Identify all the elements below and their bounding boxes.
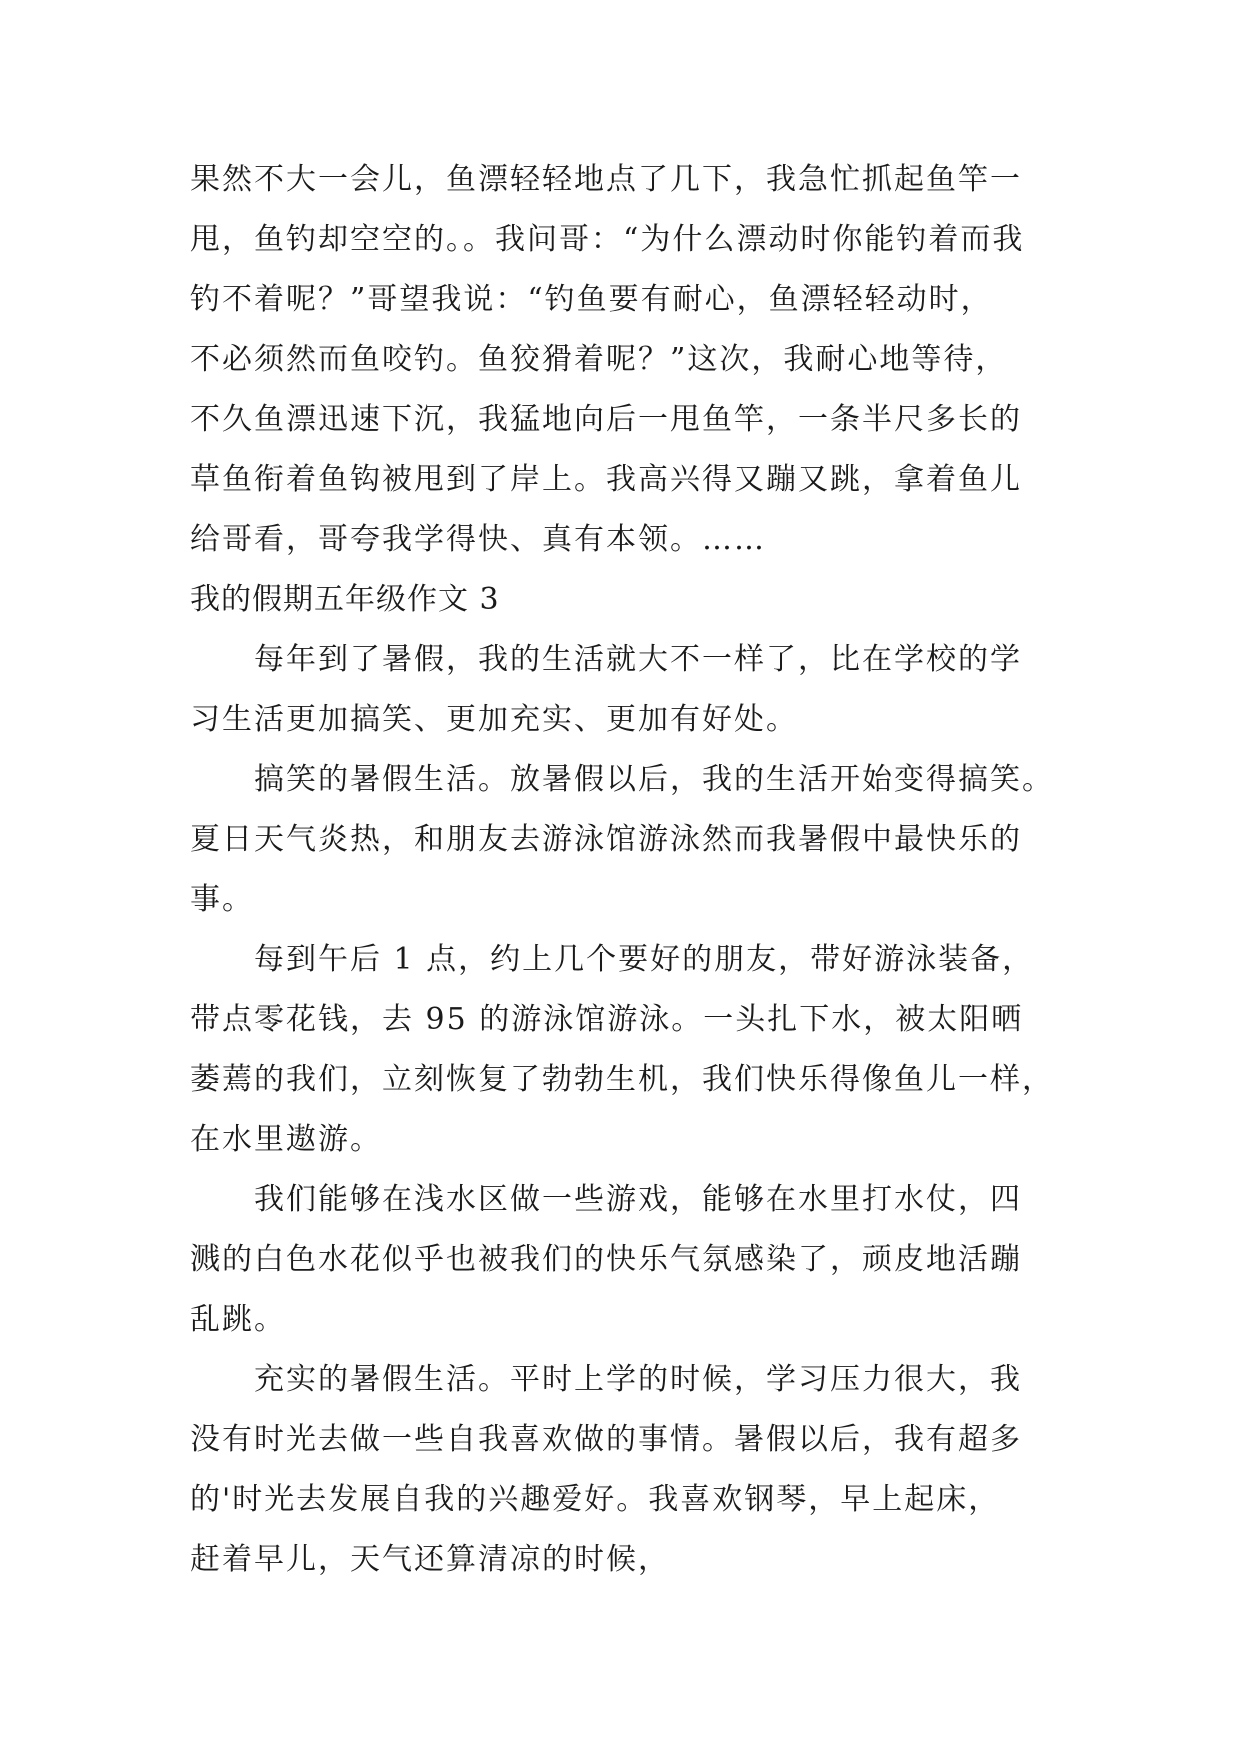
text-line: 在水里遨游。 <box>190 1122 382 1157</box>
text-line: 充实的暑假生活。平时上学的时候，学习压力很大，我 <box>254 1362 1022 1397</box>
text-line: 每到午后 1 点，约上几个要好的朋友，带好游泳装备， <box>254 942 1035 977</box>
paragraph-4 <box>190 1170 1070 1350</box>
text-line: 的'时光去发展自我的兴趣爱好。我喜欢钢琴，早上起床， <box>190 1482 1001 1517</box>
text-line: 果然不大一会儿，鱼漂轻轻地点了几下，我急忙抓起鱼竿一 <box>190 162 1022 197</box>
text-line: 习生活更加搞笑、更加充实、更加有好处。 <box>190 702 798 737</box>
intro-paragraph <box>190 150 1070 570</box>
text-line: 钓不着呢？”哥望我说：“钓鱼要有耐心，鱼漂轻轻动时， <box>190 282 993 317</box>
text-line: 赶着早儿，天气还算清凉的时候， <box>190 1542 670 1577</box>
text-line: 夏日天气炎热，和朋友去游泳馆游泳然而我暑假中最快乐的 <box>190 822 1022 857</box>
text-line: 萎蔫的我们，立刻恢复了勃勃生机，我们快乐得像鱼儿一样， <box>190 1062 1054 1097</box>
text-line: 带点零花钱，去 95 的游泳馆游泳。一头扎下水，被太阳晒 <box>190 1002 1024 1037</box>
paragraph-5 <box>190 1350 1070 1590</box>
text-line: 不久鱼漂迅速下沉，我猛地向后一甩鱼竿，一条半尺多长的 <box>190 402 1022 437</box>
text-line: 给哥看，哥夸我学得快、真有本领。…… <box>190 522 766 557</box>
text-line: 不必须然而鱼咬钓。鱼狡猾着呢？”这次，我耐心地等待， <box>190 342 1008 377</box>
text-line: 没有时光去做一些自我喜欢做的事情。暑假以后，我有超多 <box>190 1422 1022 1457</box>
text-line: 乱跳。 <box>190 1302 286 1337</box>
paragraph-3 <box>190 930 1070 1170</box>
text-line: 我们能够在浅水区做一些游戏，能够在水里打水仗，四 <box>254 1182 1022 1217</box>
text-line: 搞笑的暑假生活。放暑假以后，我的生活开始变得搞笑。 <box>254 762 1054 797</box>
text-line: 甩，鱼钓却空空的。。我问哥：“为什么漂动时你能钓着而我 <box>190 222 1025 257</box>
text-line: 草鱼衔着鱼钩被甩到了岸上。我高兴得又蹦又跳，拿着鱼儿 <box>190 462 1022 497</box>
essay-text <box>190 150 1070 1590</box>
paragraph-2 <box>190 750 1070 930</box>
text-line: 溅的白色水花似乎也被我们的快乐气氛感染了，顽皮地活蹦 <box>190 1242 1022 1277</box>
paragraph-1 <box>190 630 1070 750</box>
text-line: 每年到了暑假，我的生活就大不一样了，比在学校的学 <box>254 642 1022 677</box>
section-title: 我的假期五年级作文 3 <box>190 582 500 617</box>
text-line: 事。 <box>190 882 254 917</box>
